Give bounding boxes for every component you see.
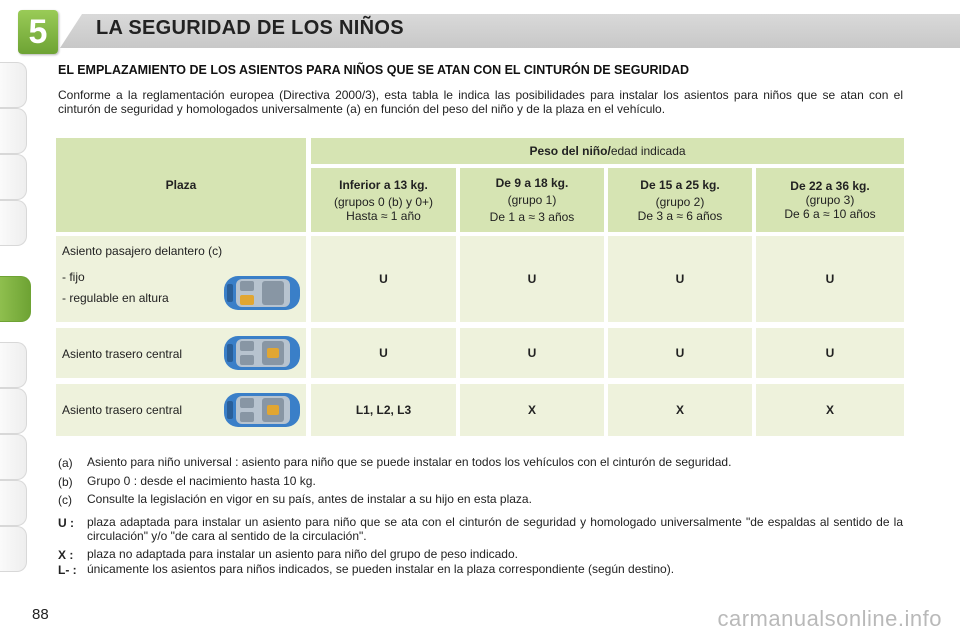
group-header — [311, 168, 456, 232]
car-seat-diagram-icon — [222, 391, 302, 429]
seat-sub-label: - fijo — [62, 270, 85, 284]
group-line1: (grupo 1) — [507, 193, 557, 207]
chapter-tab[interactable] — [0, 108, 27, 154]
watermark: carmanualsonline.info — [717, 606, 942, 631]
table-cell: U — [460, 236, 604, 322]
group-header — [608, 168, 752, 232]
table-cell: L1, L2, L3 — [311, 384, 456, 436]
table-cell: U — [608, 328, 752, 378]
chapter-tab[interactable] — [0, 388, 27, 434]
group-title: De 22 a 36 kg. — [790, 179, 870, 193]
table-cell: X — [460, 384, 604, 436]
car-seat-diagram-icon — [222, 334, 302, 372]
group-title: De 9 a 18 kg. — [495, 176, 569, 190]
chapter-title: LA SEGURIDAD DE LOS NIÑOS — [96, 17, 404, 39]
chapter-tab[interactable] — [0, 526, 27, 572]
seat-label: Asiento trasero central — [62, 403, 183, 417]
table-cell: U — [311, 236, 456, 322]
seat-label: Asiento trasero central — [62, 347, 183, 361]
footnote-key: (b) — [58, 475, 73, 489]
chapter-tab-active[interactable] — [0, 276, 31, 322]
table-cell: X — [756, 384, 904, 436]
footnote-text: plaza adaptada para instalar un asiento para niño que se ata con el cinturón de seguridad y homologado universalmente "de espaldas al sentido de la circulación" y/o "de cara al sentido de la circulación". — [87, 515, 903, 543]
group-line2: De 3 a ≈ 6 años — [637, 208, 723, 223]
group-line2: Hasta ≈ 1 año — [346, 208, 421, 223]
chapter-tab[interactable] — [0, 62, 27, 108]
plaza-header-label: Plaza — [165, 178, 197, 192]
footnote-key: (c) — [58, 493, 72, 507]
group-line1: (grupo 3) — [805, 193, 855, 207]
group-header — [460, 168, 604, 232]
weight-header-rest: edad indicada — [610, 144, 686, 158]
footnote-text: Asiento para niño universal : asiento para niño que se puede instalar en todos los vehículos con el cinturón de seguridad. — [87, 455, 732, 469]
table-row-seat — [56, 236, 306, 322]
table-cell: U — [608, 236, 752, 322]
group-title: Inferior a 13 kg. — [339, 177, 428, 192]
footnote-text: únicamente los asientos para niños indicados, se pueden instalar en la plaza correspondiente (según destino). — [87, 562, 675, 576]
table-cell: U — [756, 328, 904, 378]
group-header — [756, 168, 904, 232]
chapter-tab[interactable] — [0, 480, 27, 526]
intro-paragraph: Conforme a la reglamentación europea (Directiva 2000/3), esta tabla le indica las posibilidades para instalar los asientos para niños que se atan con el cinturón de seguridad y homologados universalmente (a) en función del peso del niño y de la plaza en el vehículo. — [58, 88, 903, 116]
footnote-text: Consulte la legislación en vigor en su país, antes de instalar a su hijo en esta plaza. — [87, 492, 532, 506]
group-title: De 15 a 25 kg. — [640, 177, 720, 192]
chapter-tab-rail — [0, 62, 34, 582]
chapter-tab[interactable] — [0, 200, 27, 246]
chapter-tab[interactable] — [0, 434, 27, 480]
group-line1: (grupos 0 (b) y 0+) — [333, 194, 434, 209]
footnote-key: U : — [58, 516, 74, 530]
table-row-seat — [56, 328, 306, 378]
footnote-text: Grupo 0 : desde el nacimiento hasta 10 kg. — [87, 474, 316, 488]
chapter-number-badge: 5 — [18, 10, 58, 54]
table-cell: X — [608, 384, 752, 436]
group-line1: (grupo 2) — [655, 194, 705, 209]
table-cell: U — [311, 328, 456, 378]
chapter-tab[interactable] — [0, 342, 27, 388]
weight-header — [311, 138, 904, 164]
group-line2: De 1 a ≈ 3 años — [489, 210, 575, 224]
page-number: 88 — [32, 606, 49, 623]
footnote-key: X : — [58, 548, 74, 562]
seat-label: Asiento pasajero delantero (c) — [62, 244, 223, 258]
table-row-seat — [56, 384, 306, 436]
table-cell: U — [756, 236, 904, 322]
table-cell: U — [460, 328, 604, 378]
seat-sub-label: - regulable en altura — [62, 291, 169, 305]
group-line2: De 6 a ≈ 10 años — [784, 207, 876, 221]
car-seat-diagram-icon — [222, 274, 302, 312]
section-title: EL EMPLAZAMIENTO DE LOS ASIENTOS PARA NIÑOS QUE SE ATAN CON EL CINTURÓN DE SEGURIDAD — [58, 63, 690, 77]
footnote-key: (a) — [58, 456, 73, 470]
weight-header-bold: Peso del niño/ — [529, 144, 611, 158]
chapter-tab[interactable] — [0, 154, 27, 200]
footnote-text: plaza no adaptada para instalar un asiento para niño del grupo de peso indicado. — [87, 547, 518, 561]
plaza-header — [56, 138, 306, 232]
footnote-key: L- : — [58, 563, 77, 577]
